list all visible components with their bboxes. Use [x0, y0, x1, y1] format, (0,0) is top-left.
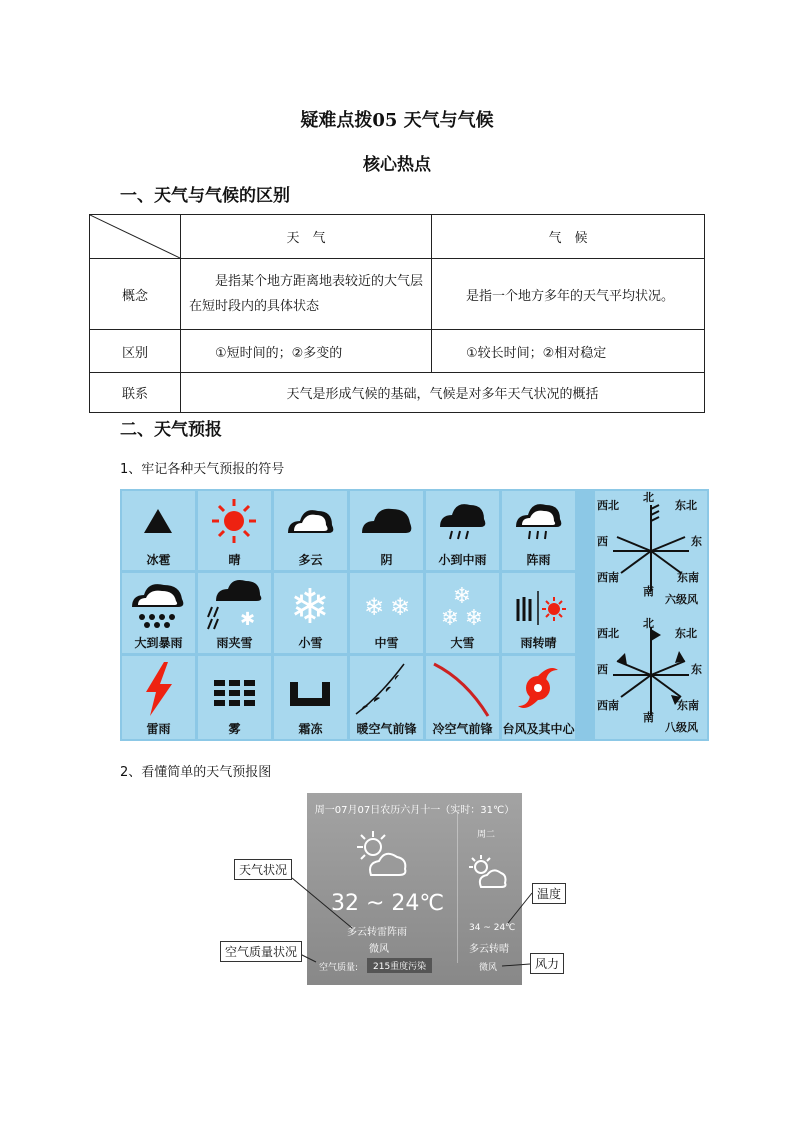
- svg-text:❄: ❄: [389, 593, 411, 621]
- section-heading-2: 二、天气预报: [120, 420, 222, 440]
- warm-front-icon: [350, 656, 423, 720]
- page-subtitle: 核心热点: [363, 155, 431, 175]
- symbol-moderate-snow: ❄ ❄ 中雪: [350, 573, 423, 653]
- sun-icon: [198, 491, 271, 551]
- symbol-heavy-snow: ❄ ❄ ❄ 大雪: [426, 573, 499, 653]
- difference-climate: ①较长时间；②相对稳定: [432, 330, 705, 373]
- fog-icon: [198, 656, 271, 720]
- section-heading-1: 一、天气与气候的区别: [120, 186, 290, 206]
- callout-weather-condition: 天气状况: [234, 859, 292, 880]
- svg-text:✱: ✱: [240, 609, 256, 630]
- row-label-relation: 联系: [90, 373, 181, 413]
- row-label-concept: 概念: [90, 259, 181, 330]
- partly-cloudy-icon: [351, 829, 411, 881]
- overcast-icon: [350, 491, 423, 551]
- hail-icon: [122, 491, 195, 551]
- sleet-icon: [198, 573, 271, 635]
- symbol-warm-front: 暖空气前锋: [350, 656, 423, 739]
- symbol-light-snow: ❄ 小雪: [274, 573, 347, 653]
- symbol-light-moderate-rain: 小到中雨: [426, 491, 499, 570]
- shower-icon: [502, 491, 575, 551]
- header-weather: 天 气: [181, 215, 432, 259]
- three-snowflakes-icon: [426, 573, 499, 635]
- callout-wind: 风力: [530, 953, 564, 974]
- row-label-difference: 区别: [90, 330, 181, 373]
- next-day-temperature: 34 ~ 24℃: [469, 923, 516, 933]
- item-2: 2、看懂简单的天气预报图: [120, 765, 272, 780]
- forecast-panel: [307, 793, 522, 985]
- symbol-thunderstorm: 雷雨: [122, 656, 195, 739]
- callout-temperature: 温度: [532, 883, 566, 904]
- cold-front-icon: [426, 656, 499, 720]
- relation-text: 天气是形成气候的基础，气候是对多年天气状况的概括: [181, 373, 705, 413]
- typhoon-icon: [502, 656, 575, 720]
- forecast-wind: 微风: [369, 944, 389, 955]
- air-quality-value: 215重度污染: [367, 958, 432, 973]
- svg-text:❄: ❄: [440, 606, 460, 631]
- forecast-temperature: 32 ~ 24℃: [331, 891, 445, 916]
- two-snowflakes-icon: [350, 573, 423, 635]
- svg-text:❄: ❄: [363, 593, 385, 621]
- next-day-label: 周二: [477, 830, 496, 840]
- heavy-rain-icon: [122, 573, 195, 635]
- page-title: 疑难点拨05 天气与气候: [300, 110, 494, 131]
- difference-weather: ①短时间的；②多变的: [181, 330, 432, 373]
- wind-direction-legend: 西北 北 东北 西 东 西南 东南 南 六级风 西北 北 东北 西 东 西南 东南 南 八级风: [595, 491, 707, 739]
- forecast-condition: 多云转雷阵雨: [347, 927, 407, 938]
- lightning-icon: [122, 656, 195, 720]
- symbol-rain-to-sunny: 雨转晴: [502, 573, 575, 653]
- symbol-cold-front: 冷空气前锋: [426, 656, 499, 739]
- callout-air-quality: 空气质量状况: [220, 941, 302, 962]
- symbol-shower: 阵雨: [502, 491, 575, 570]
- comparison-table: [89, 214, 705, 413]
- symbol-frost: 霜冻: [274, 656, 347, 739]
- symbol-sunny: 晴: [198, 491, 271, 570]
- rain-to-sun-icon: [502, 573, 575, 635]
- next-day-partly-cloudy-icon: [467, 853, 507, 893]
- snowflake-icon: [274, 573, 347, 635]
- item-1: 1、牢记各种天气预报的符号: [120, 462, 285, 477]
- symbol-heavy-rain: 大到暴雨: [122, 573, 195, 653]
- symbol-fog: 雾: [198, 656, 271, 739]
- concept-climate: 是指一个地方多年的天气平均状况。: [432, 259, 705, 330]
- air-quality-label: 空气质量:: [319, 963, 359, 973]
- svg-text:❄: ❄: [289, 579, 331, 635]
- diagonal-header-cell: [90, 215, 181, 259]
- svg-text:❄: ❄: [452, 584, 472, 609]
- concept-weather: 是指某个地方距离地表较近的大气层在短时段内的具体状态: [181, 259, 432, 330]
- symbol-cloudy: 多云: [274, 491, 347, 570]
- symbol-sleet: ✱ 雨夹雪: [198, 573, 271, 653]
- partly-cloudy-icon: [274, 491, 347, 551]
- next-day-wind: 微风: [479, 963, 498, 973]
- frost-icon: [274, 656, 347, 720]
- svg-text:❄: ❄: [464, 606, 484, 631]
- header-climate: 气 候: [432, 215, 705, 259]
- rain-icon: [426, 491, 499, 551]
- forecast-header: 周一07月07日农历六月十一（实时：31℃）: [314, 805, 515, 816]
- symbol-overcast: 阴: [350, 491, 423, 570]
- next-day-condition: 多云转晴: [469, 944, 509, 955]
- symbol-hail: 冰雹: [122, 491, 195, 570]
- symbol-typhoon: 台风及其中心: [502, 656, 575, 739]
